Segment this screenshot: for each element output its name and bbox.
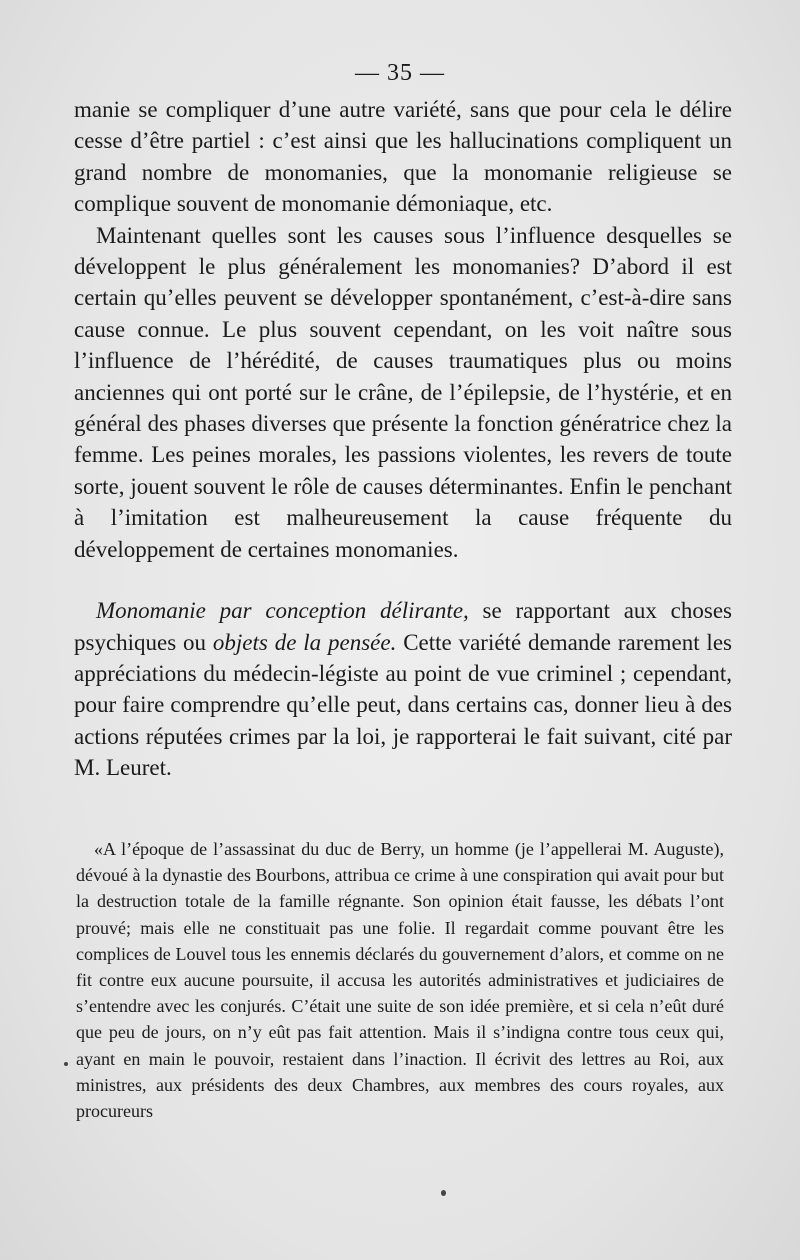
ink-speck <box>64 1062 68 1066</box>
paragraph-1: manie se compliquer d’une autre variété, sans que pour cela le délire cesse d’être partiel : c’est ainsi que les hallucinations compliquent un grand nombre de monomanies, que la monomanie religieuse se complique souvent de monomanie démoniaque, etc. <box>74 97 732 217</box>
section-heading: Monomanie par conception délirante, <box>96 598 469 624</box>
paragraph-2: Maintenant quelles sont les causes sous l’influence desquelles se développent le plus généralement les monomanies? D’abord il est certain qu’elles peuvent se développer spontanément, c’est-à-dire sans cause connue. Le plus souvent cependant, on les voit naître sous l’influence de l’hérédité, de causes traumatiques plus ou moins anciennes qui ont porté sur le crâne, de l’épilepsie, de l’hystérie, et en général des phases diverses que présente la fonction génératrice chez la femme. Les peines morales, les passions violentes, les revers de toute sorte, jouent souvent le rôle de causes déterminantes. Enfin le penchant à l’imitation est malheureusement la cause fréquente du développement de certaines monomanies. <box>74 222 732 562</box>
quoted-case <box>76 836 724 1124</box>
page-number: — 35 — <box>355 60 445 86</box>
body-text <box>74 94 732 784</box>
ink-speck <box>441 1190 446 1196</box>
paragraph-spacer <box>74 565 732 595</box>
paragraph-3-italic: objets de la pensée. <box>212 629 397 655</box>
paragraph-3-text-b: Cette variété demande rarement les appréciations du médecin-légiste au point de vue criminel ; cependant, pour faire comprendre qu’elle peut, dans certains cas, donner lieu à des actions réputées crimes par la loi, je rapporterai le fait suivant, cité par M. Leuret. <box>74 629 732 781</box>
paragraph-3-text-a: se rapportant aux choses psychiques ou <box>74 598 733 655</box>
paragraph-3 <box>74 595 732 783</box>
quote-paragraph: «A l’époque de l’assassinat du duc de Berry, un homme (je l’appellerai M. Auguste), dévoué à la dynastie des Bourbons, attribua ce crime à une conspiration qui avait pour but la destruction totale de la famille régnante. Son opinion était fausse, les débats l’ont prouvé; mais elle ne constituait pas une folie. Il regardait comme pouvant être les complices de Louvel tous les ennemis déclarés du gouvernement d’alors, et comme on ne fit contre eux aucune poursuite, il accusa les autorités administratives et judiciaires de s’entendre avec les conjurés. C’était une suite de son idée première, et si cela n’eût duré que peu de jours, on n’y eût pas fait attention. Mais il s’indigna contre tous ceux qui, ayant en main le pouvoir, restaient dans l’inaction. Il écrivit des lettres au Roi, aux ministres, aux présidents des deux Chambres, aux membres des cours royales, aux procureurs <box>76 839 724 1122</box>
